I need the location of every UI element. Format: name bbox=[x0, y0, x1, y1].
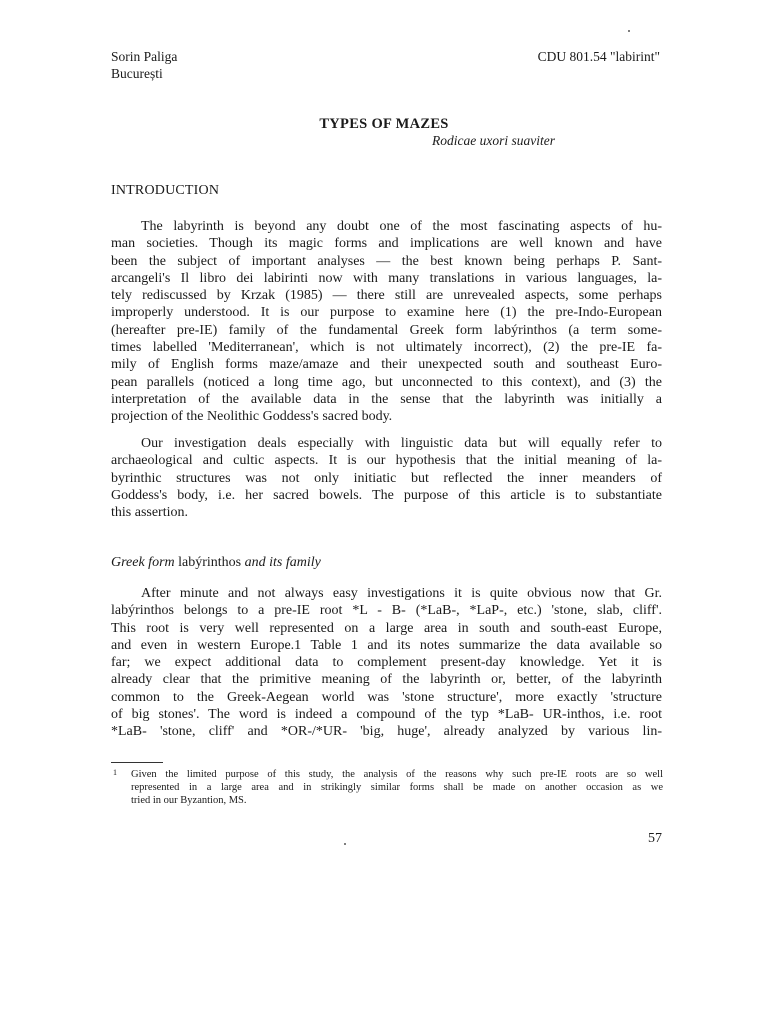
introduction-paragraph-1 bbox=[111, 218, 662, 426]
heading-word: labýrinthos bbox=[178, 555, 242, 570]
text-line: this assertion. bbox=[111, 505, 188, 521]
text-line: pean parallels (noticed a long time ago, but unconnected to this context), and (3) the bbox=[111, 374, 662, 390]
introduction-heading: INTRODUCTION bbox=[111, 183, 220, 198]
text-line: Our investigation deals especially with linguistic data but will equally refer to bbox=[141, 436, 662, 451]
text-line: improperly understood. It is our purpose to examine here (1) the pre-Indo-European bbox=[111, 305, 662, 321]
text-line: far; we expect additional data to complement present-day knowledge. Yet it is bbox=[111, 655, 662, 671]
text-line: byrinthic structures was not only initiatic but reflected the inner meanders of bbox=[111, 470, 662, 486]
text-line: This root is very well represented on a large area in south and south-east Europe, bbox=[111, 620, 662, 636]
footnote-line: Given the limited purpose of this study, the analysis of the reasons why such pre-IE roots are so well bbox=[131, 769, 663, 780]
text-line: *LaB- 'stone, cliff' and *OR-/*UR- 'big, huge', already analyzed by various lin- bbox=[111, 724, 662, 740]
greek-form-paragraph bbox=[111, 585, 662, 741]
dedication: Rodicae uxori suaviter bbox=[432, 133, 555, 148]
text-line: Goddess's body, i.e. her sacred bowels. The purpose of this article is to substantiate bbox=[111, 487, 662, 503]
text-line: tely rediscussed by Krzak (1985) — there still are unrevealed aspects, some perhaps bbox=[111, 288, 662, 304]
text-line: man societies. Though its magic forms and implications are well known and have bbox=[111, 236, 662, 252]
text-line: times labelled 'Mediterranean', which is not ultimately incorrect), (2) the pre-IE fa- bbox=[111, 340, 662, 356]
text-line: interpretation of the available data in the sense that the labyrinth was initially a bbox=[111, 391, 662, 407]
heading-prefix: Greek form bbox=[111, 555, 175, 570]
scan-speck bbox=[344, 843, 346, 845]
text-line: The labyrinth is beyond any doubt one of the most fascinating aspects of hu- bbox=[141, 219, 662, 234]
footnote-text bbox=[131, 768, 663, 807]
text-line: (hereafter pre-IE) family of the fundamental Greek form labýrinthos (a term some- bbox=[111, 322, 662, 338]
text-line: arcangeli's Il libro dei labirinti now with many translations in various languages, la- bbox=[111, 270, 662, 286]
greek-form-heading bbox=[111, 555, 321, 571]
cdu-classification: CDU 801.54 "labirint" bbox=[537, 49, 660, 64]
text-line: projection of the Neolithic Goddess's sacred body. bbox=[111, 409, 393, 425]
text-line: of big stones'. The word is indeed a compound of the typ *LaB- UR-inthos, i.e. root bbox=[111, 707, 662, 723]
text-line: archaeological and cultic aspects. It is our hypothesis that the initial meaning of la- bbox=[111, 453, 662, 469]
article-title: TYPES OF MAZES bbox=[319, 116, 449, 132]
author-name: Sorin Paliga bbox=[111, 49, 178, 64]
text-line: and even in western Europe.1 Table 1 and its notes summarize the data available so bbox=[111, 637, 662, 653]
text-line: been the subject of important analyses — the best known being perhaps P. Sant- bbox=[111, 253, 662, 269]
text-line: common to the Greek-Aegean world was 'stone structure', more exactly 'structure bbox=[111, 689, 662, 705]
footnote-marker: 1 bbox=[113, 768, 117, 777]
text-line: already clear that the primitive meaning of the labyrinth or, better, of the labyrinth bbox=[111, 672, 662, 688]
author-city: București bbox=[111, 66, 163, 81]
footnote-line: represented in a large area and in strikingly similar forms shall be made on another occasion as we bbox=[131, 782, 663, 793]
footnote-divider bbox=[111, 762, 163, 763]
text-line: labýrinthos belongs to a pre-IE root *L - B- (*LaB-, *LaP-, etc.) 'stone, slab, cliff'. bbox=[111, 603, 662, 619]
footnote-line: tried in our Byzantion, MS. bbox=[131, 795, 247, 806]
author-block bbox=[111, 48, 177, 82]
heading-suffix: and its family bbox=[244, 555, 321, 570]
page-number: 57 bbox=[648, 831, 662, 846]
introduction-paragraph-2 bbox=[111, 435, 662, 521]
text-line: mily of English forms maze/amaze and their unexpected south and southeast Euro- bbox=[111, 357, 662, 373]
scan-speck bbox=[628, 30, 630, 32]
text-line: After minute and not always easy investigations it is quite obvious now that Gr. bbox=[141, 586, 662, 601]
